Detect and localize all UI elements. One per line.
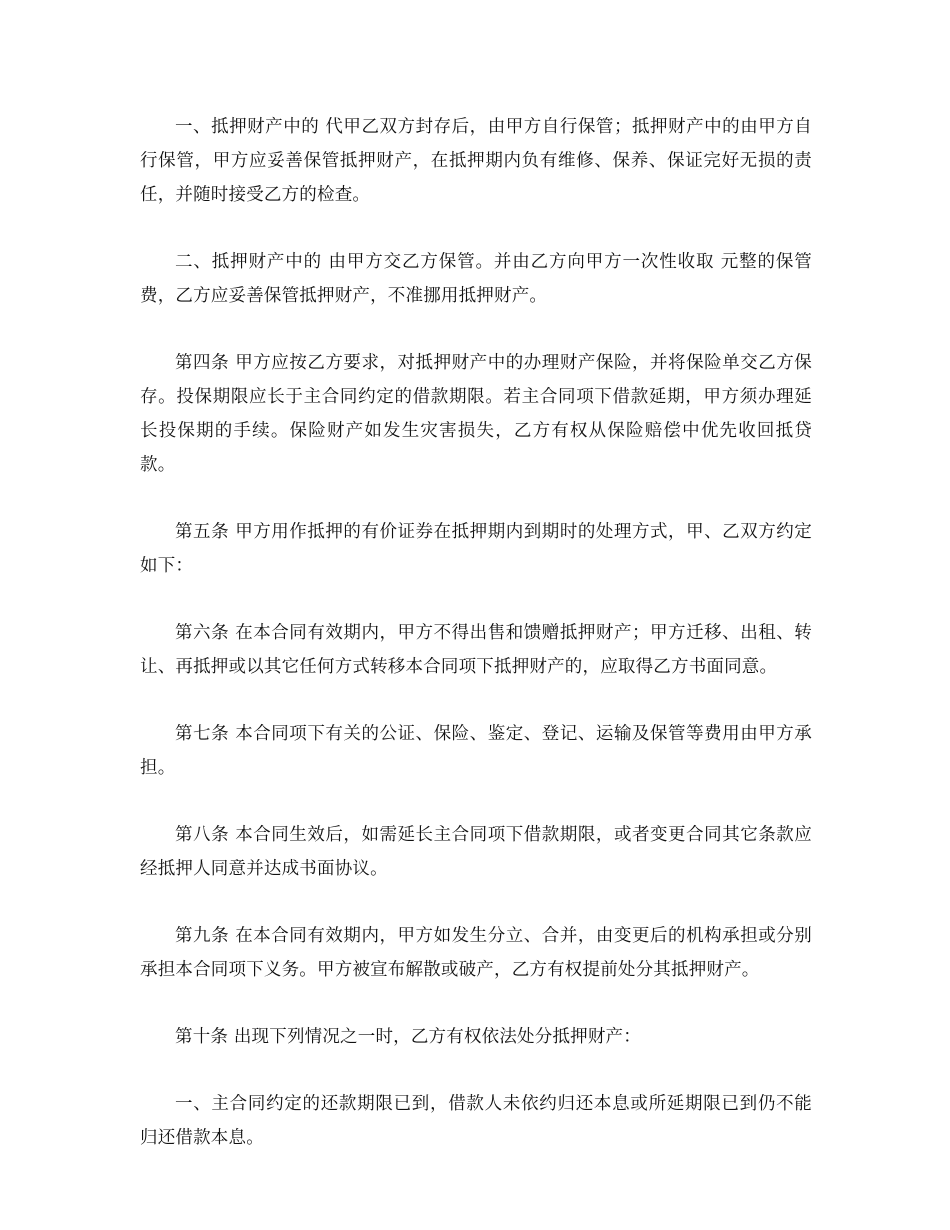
paragraph-article-4: 第四条 甲方应按乙方要求，对抵押财产中的办理财产保险，并将保险单交乙方保存。投保期限应长于主合同约定的借款期限。若主合同项下借款延期，甲方须办理延长投保期的手续。保险财产如发生灾害损失，乙方有权从保险赔偿中优先收回抵贷款。 <box>140 353 812 475</box>
paragraph-article-6: 第六条 在本合同有效期内，甲方不得出售和馈赠抵押财产；甲方迁移、出租、转让、再抵押或以其它任何方式转移本合同项下抵押财产的，应取得乙方书面同意。 <box>140 623 812 677</box>
paragraph-article-7: 第七条 本合同项下有关的公证、保险、鉴定、登记、运输及保管等费用由甲方承担。 <box>140 724 812 778</box>
paragraph-article-5: 第五条 甲方用作抵押的有价证券在抵押期内到期时的处理方式，甲、乙双方约定如下： <box>140 522 812 576</box>
paragraph-article-10: 第十条 出现下列情况之一时，乙方有权依法处分抵押财产： <box>175 1027 641 1047</box>
paragraph-clause-item-1: 一、抵押财产中的 代甲乙双方封存后，由甲方自行保管；抵押财产中的由甲方自行保管，甲方应妥善保管抵押财产，在抵押期内负有维修、保养、保证完好无损的责任，并随时接受乙方的检查。 <box>140 117 812 205</box>
paragraph-article-8: 第八条 本合同生效后，如需延长主合同项下借款期限，或者变更合同其它条款应经抵押人同意并达成书面协议。 <box>140 825 812 879</box>
paragraph-article-10-item-1: 一、主合同约定的还款期限已到，借款人未依约归还本息或所延期限已到仍不能归还借款本息。 <box>140 1094 812 1148</box>
paragraph-article-9: 第九条 在本合同有效期内，甲方如发生分立、合并，由变更后的机构承担或分别承担本合同项下义务。甲方被宣布解散或破产，乙方有权提前处分其抵押财产。 <box>140 926 812 980</box>
paragraph-clause-item-2: 二、抵押财产中的 由甲方交乙方保管。并由乙方向甲方一次性收取 元整的保管费，乙方应妥善保管抵押财产，不准挪用抵押财产。 <box>140 252 812 306</box>
